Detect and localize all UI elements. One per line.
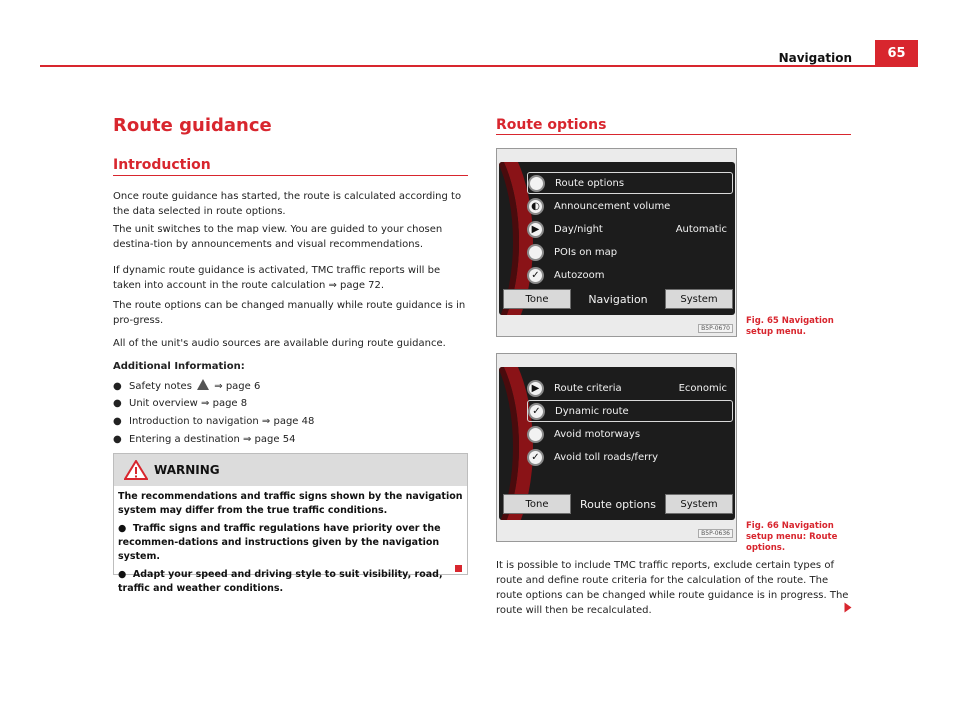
running-header-title: Navigation	[778, 51, 852, 65]
paragraph-4: The route options can be changed manually while route guidance is in pro-gress.	[113, 300, 466, 326]
section-title: Route guidance	[113, 115, 272, 136]
warning-icon	[124, 460, 148, 480]
continue-arrow-icon	[845, 603, 852, 613]
menu-row-avoid-toll-roads[interactable]	[527, 446, 733, 468]
menu-row-announcement-volume[interactable]	[527, 195, 733, 217]
menu-row-value: Automatic	[675, 223, 727, 235]
tab-tone[interactable]: Tone	[503, 289, 571, 309]
bullet-text[interactable]: Entering a destination ⇒ page 54	[129, 434, 296, 445]
menu-row-day-night[interactable]	[527, 218, 733, 240]
menu-row-label: Route criteria	[554, 382, 622, 394]
warning-item: ● Adapt your speed and driving style to suit visibility, road, traffic and weather conditions.	[118, 569, 443, 594]
section-end-marker	[455, 565, 462, 572]
checkmark-icon: ✓	[528, 403, 545, 420]
bullet-text: Safety notes	[129, 381, 196, 392]
arrow-right-icon: ▶	[527, 380, 544, 397]
menu-row-label: Dynamic route	[555, 405, 629, 417]
menu-row-dynamic-route[interactable]	[527, 400, 733, 422]
tab-system[interactable]: System	[665, 494, 733, 514]
figure-66-screenshot	[496, 353, 737, 542]
section-rule	[496, 134, 851, 135]
bullet-text[interactable]: Unit overview ⇒ page 8	[129, 398, 248, 409]
tab-system[interactable]: System	[665, 289, 733, 309]
menu-row-route-criteria[interactable]	[527, 377, 733, 399]
figure-66-caption: Fig. 66 Navigation setup menu: Route options.	[746, 521, 838, 553]
bullet-text[interactable]: Introduction to navigation ⇒ page 48	[129, 416, 315, 427]
infotainment-screen	[499, 162, 735, 315]
subsection-rule	[113, 175, 468, 176]
figure-65-caption: Fig. 65 Navigation setup menu.	[746, 316, 834, 337]
paragraph-1: Once route guidance has started, the route is calculated according to the data selected in route options.	[113, 191, 462, 217]
additional-info-label: Additional Information:	[113, 361, 245, 372]
list-item: ● Safety notes ⇒ page 6	[113, 381, 261, 392]
page-number: 65	[875, 40, 918, 67]
subsection-title: Introduction	[113, 157, 211, 173]
warning-title: WARNING	[154, 463, 220, 477]
empty-circle-icon	[528, 175, 545, 192]
speaker-icon: ◐	[527, 198, 544, 215]
checkmark-icon: ✓	[527, 267, 544, 284]
menu-row-value: Economic	[678, 382, 727, 394]
warning-body	[114, 486, 467, 596]
header-rule	[40, 65, 918, 67]
menu-row-label: Avoid toll roads/ferry	[554, 451, 659, 463]
list-item: ● Unit overview ⇒ page 8	[113, 398, 248, 409]
menu-row-label: Avoid motorways	[554, 428, 641, 440]
menu-row-label: Announcement volume	[554, 200, 671, 212]
checkmark-icon: ✓	[527, 449, 544, 466]
warning-header	[114, 454, 467, 486]
menu-row-label: POIs on map	[554, 246, 618, 258]
tab-navigation: Navigation	[588, 292, 648, 306]
figure-code: B5P-0670	[698, 324, 733, 333]
bottom-tab-bar	[503, 289, 733, 311]
warning-intro: The recommendations and traffic signs shown by the navigation system may differ from the true traffic conditions.	[118, 491, 463, 516]
menu-row-label: Day/night	[554, 223, 603, 235]
paragraph-3: If dynamic route guidance is activated, TMC traffic reports will be taken into account in the route calculation ⇒ page 72.	[113, 265, 441, 291]
tab-tone[interactable]: Tone	[503, 494, 571, 514]
menu-row-autozoom[interactable]	[527, 264, 733, 286]
route-options-paragraph: It is possible to include TMC traffic reports, exclude certain types of route and define route criteria for the calculation of the route. The route options can be changed while route guidance is in progress. The route will then be recalculated.	[496, 560, 849, 616]
figure-code: B5P-0636	[698, 529, 733, 538]
menu-row-label: Route options	[555, 177, 625, 189]
section-title-route-options: Route options	[496, 117, 607, 133]
empty-circle-icon	[527, 244, 544, 261]
bottom-tab-bar	[503, 494, 733, 516]
menu-row-label: Autozoom	[554, 269, 605, 281]
infotainment-screen	[499, 367, 735, 520]
menu-row-route-options[interactable]	[527, 172, 733, 194]
menu-row-pois-on-map[interactable]	[527, 241, 733, 263]
arrow-right-icon: ▶	[527, 221, 544, 238]
list-item: ● Introduction to navigation ⇒ page 48	[113, 416, 315, 427]
warning-item: ● Traffic signs and traffic regulations have priority over the recommen-dations and instructions given by the navigation system.	[118, 523, 441, 562]
paragraph-2: The unit switches to the map view. You are guided to your chosen destina-tion by announcements and visual recommendations.	[113, 224, 443, 250]
warning-triangle-icon	[197, 379, 209, 390]
paragraph-5: All of the unit's audio sources are available during route guidance.	[113, 338, 446, 349]
figure-65-screenshot	[496, 148, 737, 337]
empty-circle-icon	[527, 426, 544, 443]
warning-box	[113, 453, 468, 594]
bullet-link[interactable]: ⇒ page 6	[211, 381, 261, 392]
menu-row-avoid-motorways[interactable]	[527, 423, 733, 445]
list-item: ● Entering a destination ⇒ page 54	[113, 434, 296, 445]
tab-route-options: Route options	[580, 497, 656, 511]
